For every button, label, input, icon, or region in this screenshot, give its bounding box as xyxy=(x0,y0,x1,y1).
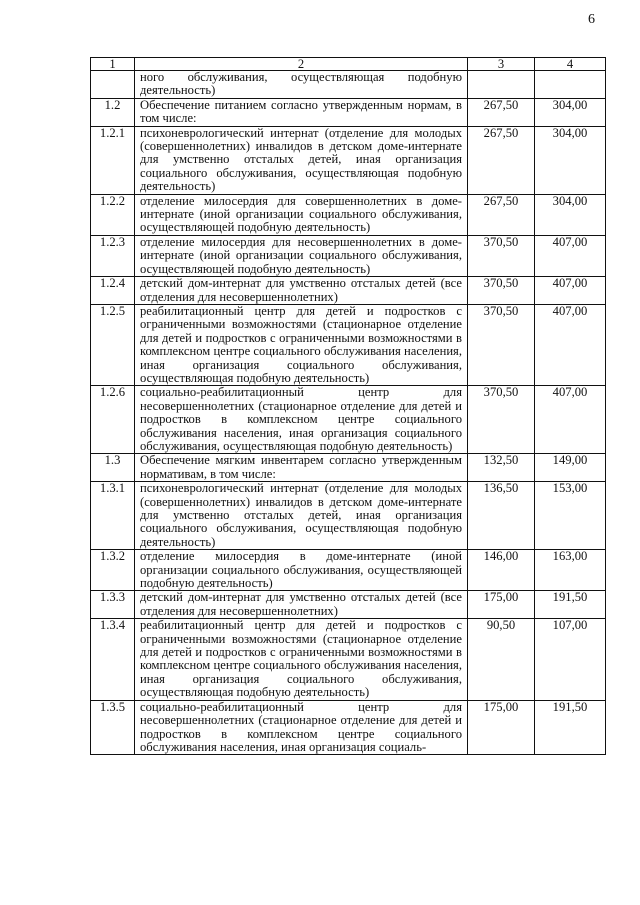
row-description-cell: ного обслуживания, осуществляющая подобную деятельность) xyxy=(135,71,468,99)
row-value-col4-cell: 407,00 xyxy=(535,235,606,276)
row-number-cell: 1.3.2 xyxy=(91,550,135,591)
row-number-cell: 1.2 xyxy=(91,98,135,126)
row-number-cell: 1.3 xyxy=(91,454,135,482)
table-body xyxy=(91,71,606,755)
table-row xyxy=(91,98,606,126)
row-description-cell: Обеспечение мягким инвентарем согласно утвержденным нормативам, в том числе: xyxy=(135,454,468,482)
row-value-col3-cell: 175,00 xyxy=(468,700,535,755)
row-description-cell: реабилитационный центр для детей и подростков с ограниченными возможностями (стационарное отделение для детей и подростков с ограниченными возможностями в комплексном центре социального обслуживания населения, иная организация социального обслуживания, осуществляющая подобную деятельность) xyxy=(135,619,468,700)
row-number-cell xyxy=(91,71,135,99)
row-value-col3-cell: 146,00 xyxy=(468,550,535,591)
row-number-cell: 1.2.6 xyxy=(91,386,135,454)
row-value-col3-cell xyxy=(468,71,535,99)
row-number-cell: 1.3.3 xyxy=(91,591,135,619)
row-description-cell: социально-реабилитационный центр для несовершеннолетних (стационарное отделение для детей и подростков в комплексном центре социального обслуживания населения, иная организация социаль- xyxy=(135,700,468,755)
row-description-cell: психоневрологический интернат (отделение для молодых (совершеннолетних) инвалидов в детском доме-интернате для умственно отсталых детей, иная организация социального обслуживания, осуществляющая подобную деятельность) xyxy=(135,482,468,550)
row-number-cell: 1.2.1 xyxy=(91,126,135,194)
row-value-col4-cell: 163,00 xyxy=(535,550,606,591)
row-value-col3-cell: 370,50 xyxy=(468,277,535,305)
row-value-col4-cell: 407,00 xyxy=(535,386,606,454)
row-description-cell: Обеспечение питанием согласно утвержденным нормам, в том числе: xyxy=(135,98,468,126)
row-number-cell: 1.2.3 xyxy=(91,235,135,276)
header-col-4: 4 xyxy=(535,58,606,71)
table-row xyxy=(91,482,606,550)
row-description-cell: социально-реабилитационный центр для несовершеннолетних (стационарное отделение для детей и подростков в комплексном центре социального обслуживания населения, иная организация социального обслуживания, осуществляющая подобную деятельность) xyxy=(135,386,468,454)
row-value-col4-cell: 304,00 xyxy=(535,126,606,194)
row-value-col3-cell: 175,00 xyxy=(468,591,535,619)
table-header xyxy=(91,58,606,71)
row-value-col3-cell: 136,50 xyxy=(468,482,535,550)
row-number-cell: 1.3.4 xyxy=(91,619,135,700)
row-value-col4-cell: 407,00 xyxy=(535,304,606,385)
row-number-cell: 1.3.1 xyxy=(91,482,135,550)
row-description-cell: отделение милосердия в доме-интернате (иной организации социального обслуживания, осуществляющей подобную деятельность) xyxy=(135,550,468,591)
row-value-col4-cell: 153,00 xyxy=(535,482,606,550)
row-value-col4-cell: 107,00 xyxy=(535,619,606,700)
table-row xyxy=(91,386,606,454)
table-row xyxy=(91,700,606,755)
row-number-cell: 1.2.5 xyxy=(91,304,135,385)
row-number-cell: 1.2.4 xyxy=(91,277,135,305)
table-row xyxy=(91,550,606,591)
row-value-col4-cell: 407,00 xyxy=(535,277,606,305)
row-number-cell: 1.2.2 xyxy=(91,194,135,235)
header-col-3: 3 xyxy=(468,58,535,71)
row-value-col4-cell: 191,50 xyxy=(535,591,606,619)
tariff-table xyxy=(90,57,606,755)
page-number: 6 xyxy=(588,12,595,27)
row-value-col3-cell: 90,50 xyxy=(468,619,535,700)
row-value-col4-cell: 149,00 xyxy=(535,454,606,482)
row-description-cell: психоневрологический интернат (отделение для молодых (совершеннолетних) инвалидов в детском доме-интернате для умственно отсталых детей, иная организация социального обслуживания, осуществляющая подобную деятельность) xyxy=(135,126,468,194)
table-row xyxy=(91,194,606,235)
table-row xyxy=(91,277,606,305)
header-col-1: 1 xyxy=(91,58,135,71)
header-col-2: 2 xyxy=(135,58,468,71)
table-row xyxy=(91,304,606,385)
header-row xyxy=(91,58,606,71)
table-row xyxy=(91,591,606,619)
row-description-cell: отделение милосердия для совершеннолетних в доме-интернате (иной организации социального обслуживания, осуществляющей подобную деятельность) xyxy=(135,194,468,235)
table-row xyxy=(91,454,606,482)
row-description-cell: детский дом-интернат для умственно отсталых детей (все отделения для несовершеннолетних) xyxy=(135,277,468,305)
table-row xyxy=(91,235,606,276)
row-value-col3-cell: 267,50 xyxy=(468,126,535,194)
row-value-col4-cell: 304,00 xyxy=(535,194,606,235)
row-value-col3-cell: 132,50 xyxy=(468,454,535,482)
row-value-col4-cell: 304,00 xyxy=(535,98,606,126)
table-row xyxy=(91,619,606,700)
row-value-col4-cell: 191,50 xyxy=(535,700,606,755)
table-row xyxy=(91,71,606,99)
row-value-col3-cell: 370,50 xyxy=(468,235,535,276)
row-value-col3-cell: 267,50 xyxy=(468,98,535,126)
table-row xyxy=(91,126,606,194)
row-description-cell: реабилитационный центр для детей и подростков с ограниченными возможностями (стационарное отделение для детей и подростков с ограниченными возможностями в комплексном центре социального обслуживания населения, иная организация социального обслуживания, осуществляющая подобную деятельность) xyxy=(135,304,468,385)
row-description-cell: детский дом-интернат для умственно отсталых детей (все отделения для несовершеннолетних) xyxy=(135,591,468,619)
row-value-col3-cell: 370,50 xyxy=(468,304,535,385)
row-description-cell: отделение милосердия для несовершеннолетних в доме-интернате (иной организации социального обслуживания, осуществляющей подобную деятельность) xyxy=(135,235,468,276)
row-value-col3-cell: 370,50 xyxy=(468,386,535,454)
row-value-col4-cell xyxy=(535,71,606,99)
row-number-cell: 1.3.5 xyxy=(91,700,135,755)
row-value-col3-cell: 267,50 xyxy=(468,194,535,235)
